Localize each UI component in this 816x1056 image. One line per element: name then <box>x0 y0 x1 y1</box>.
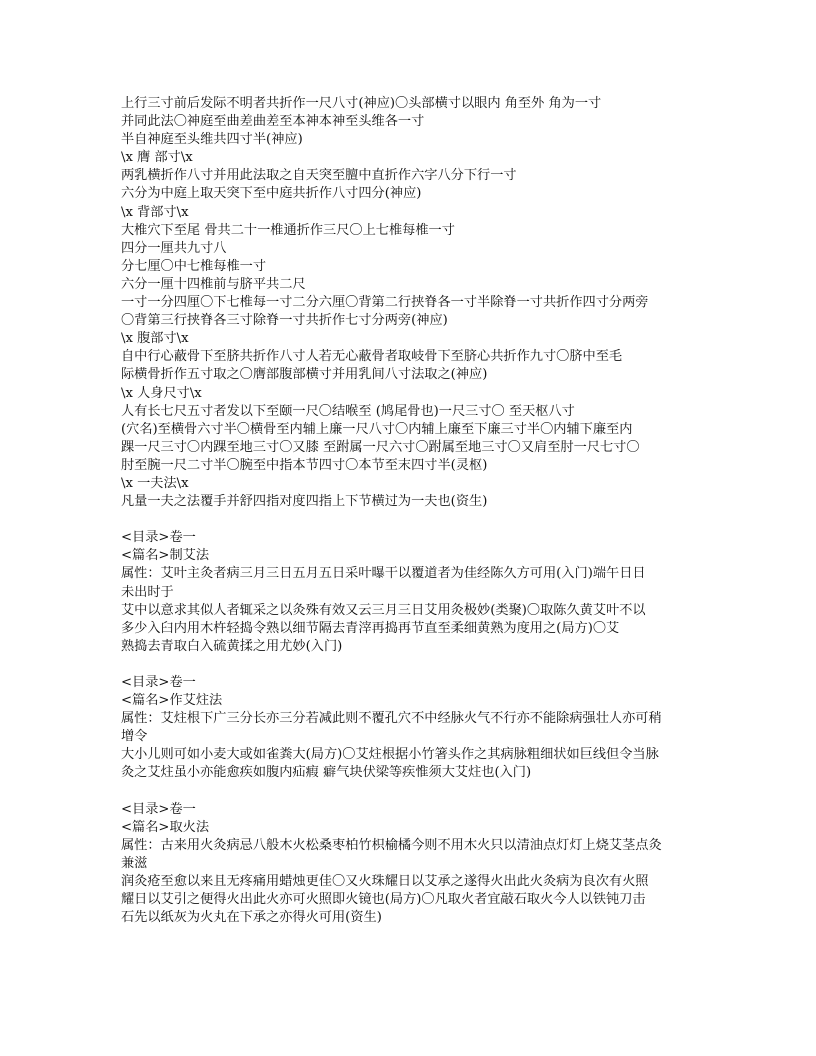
text-line: 属性：艾叶主灸者病三月三日五月五日采叶曝干以覆道者为佳经陈久方可用(入门)端午日日 <box>121 566 646 582</box>
text-line: <篇名>制艾法 <box>121 548 210 564</box>
blank-line <box>121 511 721 529</box>
text-line: <篇名>作艾炷法 <box>121 693 223 709</box>
text-line: \x 背部寸\x <box>121 204 189 220</box>
text-line: \x 膺 部寸\x <box>121 150 193 166</box>
text-line: 两乳横折作八寸并用此法取之自天突至膻中直折作六字八分下行一寸 <box>121 168 517 184</box>
text-line: 〇背第三行挟脊各三寸除脊一寸共折作七寸分两旁(神应) <box>121 313 448 329</box>
text-line: 际横骨折作五寸取之〇膺部腹部横寸并用乳间八寸法取之(神应) <box>121 367 488 383</box>
text-line: 灸之艾炷虽小亦能愈疾如腹内疝瘕 癖气块伏梁等疾惟须大艾炷也(入门) <box>121 765 532 781</box>
text-line: 润灸疮至愈以来且无疼痛用蜡烛更佳〇又火珠耀日以艾承之遂得火出此火灸病为良次有火照 <box>121 874 649 890</box>
text-line: 大椎穴下至尾 骨共二十一椎通折作三尺〇上七椎每椎一寸 <box>121 222 455 238</box>
text-line: 踝一尺三寸〇内踝至地三寸〇又膝 至跗属一尺六寸〇跗属至地三寸〇又肩至肘一尺七寸〇 <box>121 439 640 455</box>
text-line: 自中行心蔽骨下至脐共折作八寸人若无心蔽骨者取岐骨下至脐心共折作九寸〇脐中至毛 <box>121 349 623 365</box>
text-line: 属性：古来用火灸病忌八般木火松桑枣柏竹枳榆橘今则不用木火只以清油点灯灯上烧艾茎点灸 <box>121 837 662 853</box>
text-line: 熟捣去青取白入硫黄揉之用尤妙(入门) <box>121 638 343 654</box>
text-line: 肘至腕一尺二寸半〇腕至中指本节四寸〇本节至末四寸半(灵枢) <box>121 457 488 473</box>
text-line: 耀日以艾引之便得火出此火亦可火照即火镜也(局方)〇凡取火者宜敲石取火今人以铁钝刀击 <box>121 892 646 908</box>
text-line: 增令 <box>121 729 148 745</box>
text-line: 凡量一夫之法覆手并舒四指对度四指上下节横过为一夫也(资生) <box>121 494 488 510</box>
text-line: (穴名)至横骨六寸半〇横骨至内辅上廉一尺八寸〇内辅上廉至下廉三寸半〇内辅下廉至内 <box>121 421 633 437</box>
text-line: 四分一厘共九寸八 <box>121 240 227 256</box>
text-line: \x 腹部寸\x <box>121 331 189 347</box>
text-line: 兼滋 <box>121 855 148 871</box>
text-line: 大小儿则可如小麦大或如雀粪大(局方)〇艾炷根据小竹箸头作之其病脉粗细状如巨线但令当脉 <box>121 747 659 763</box>
text-line: <目录>卷一 <box>121 530 196 546</box>
text-line: <篇名>取火法 <box>121 819 210 835</box>
text-line: 艾中以意求其似人者辄采之以灸殊有效又云三月三日艾用灸极妙(类聚)〇取陈久黄艾叶不以 <box>121 602 646 618</box>
blank-line <box>121 656 721 674</box>
text-line: 上行三寸前后发际不明者共折作一尺八寸(神应)〇头部横寸以眼内 角至外 角为一寸 <box>121 96 602 111</box>
text-line: 一寸一分四厘〇下七椎每一寸二分六厘〇背第二行挟脊各一寸半除脊一寸共折作四寸分两旁 <box>121 295 649 311</box>
text-line: 未出时于 <box>121 584 174 600</box>
text-line: 分七厘〇中七椎每椎一寸 <box>121 258 267 274</box>
blank-line <box>121 783 721 801</box>
document-page <box>121 95 721 927</box>
text-line: 六分一厘十四椎前与脐平共二尺 <box>121 276 306 292</box>
text-line: <目录>卷一 <box>121 801 196 817</box>
text-line: 半自神庭至头维共四寸半(神应) <box>121 132 303 148</box>
text-line: <目录>卷一 <box>121 675 196 690</box>
text-line: 石先以纸灰为火丸在下承之亦得火可用(资生) <box>121 910 382 926</box>
text-line: \x 一夫法\x <box>121 475 189 491</box>
text-line: 并同此法〇神庭至曲差曲差至本神本神至头维各一寸 <box>121 114 425 130</box>
text-line: 多少入臼内用木杵轻捣令熟以细节隔去青滓再捣再节直至柔细黄熟为度用之(局方)〇艾 <box>121 620 620 636</box>
text-line: 人有长七尺五寸者发以下至颐一尺〇结喉至 (鸠尾骨也)一尺三寸〇 至天枢八寸 <box>121 403 575 419</box>
text-line: 属性：艾炷根下广三分长亦三分若减此则不覆孔穴不中经脉火气不行亦不能除病强壮人亦可稍 <box>121 711 662 727</box>
text-line: 六分为中庭上取天突下至中庭共折作八寸四分(神应) <box>121 186 422 202</box>
text-line: \x 人身尺寸\x <box>121 385 202 401</box>
